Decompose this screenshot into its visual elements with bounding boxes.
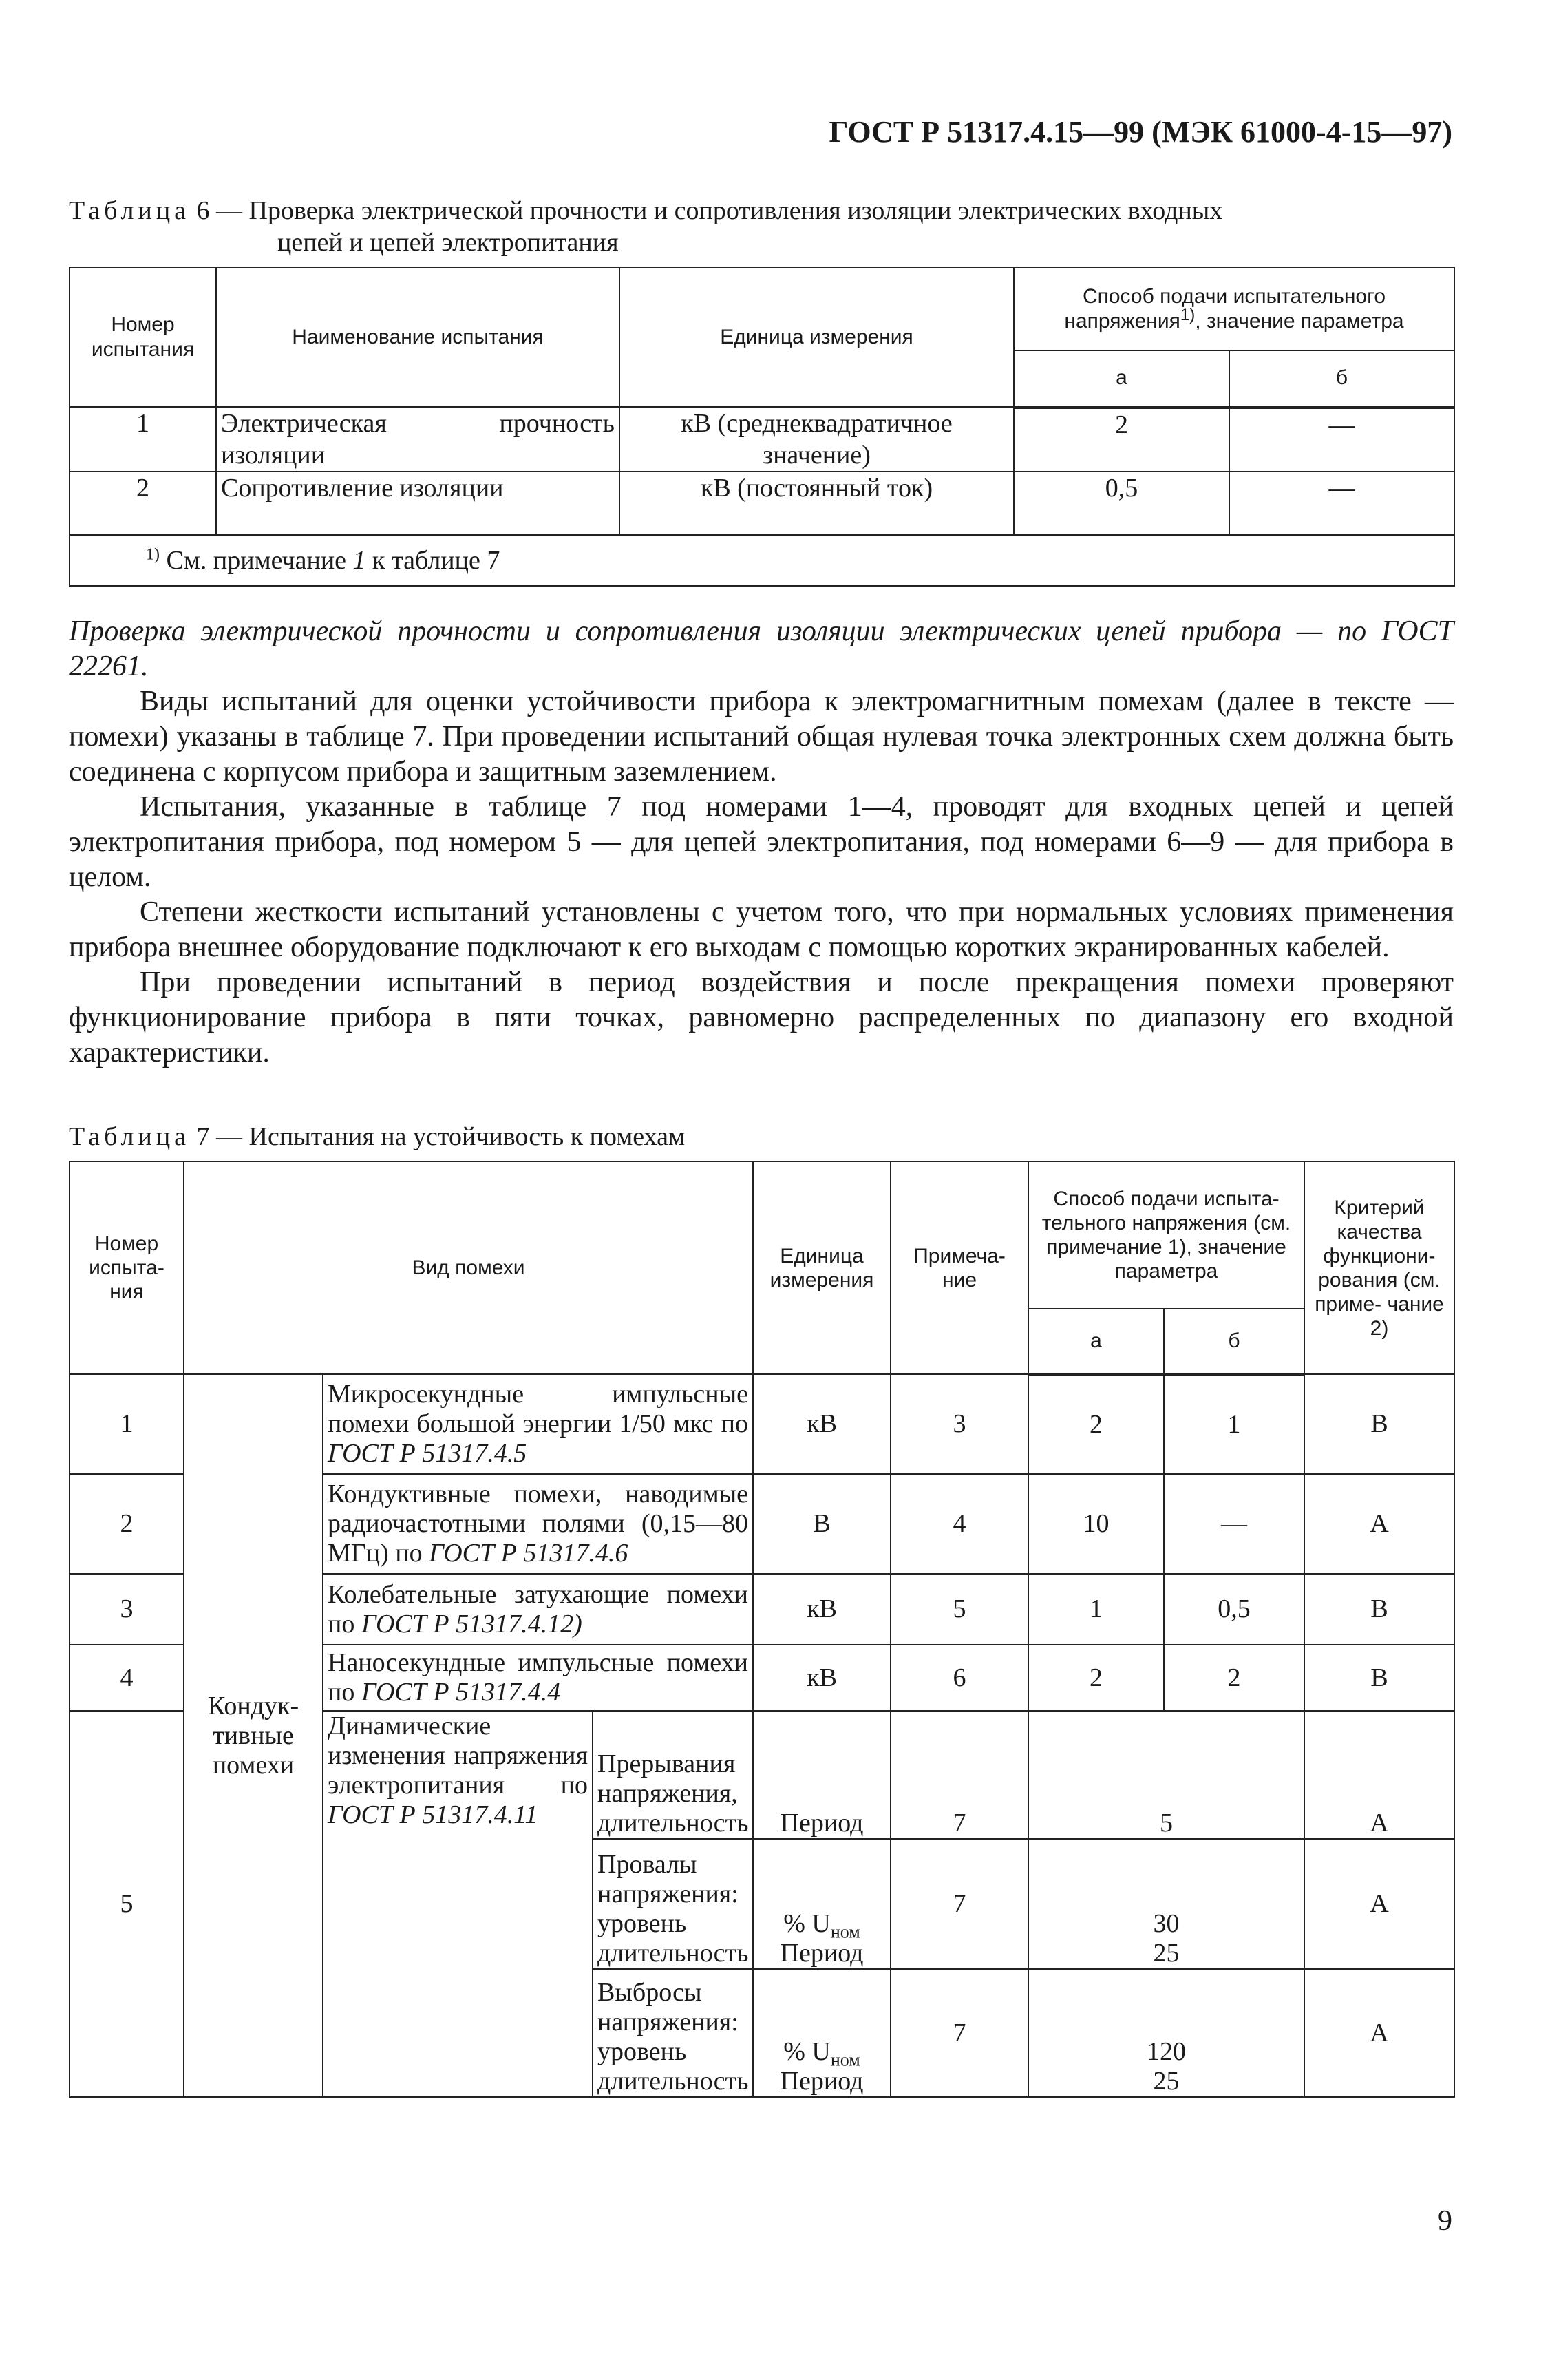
table6-footnote-text: См. примечание: [160, 546, 353, 575]
table7-cell-a: 2: [1028, 1374, 1164, 1474]
table6-header-num: Номер испытания: [70, 268, 216, 407]
table7-cell-b: 2: [1164, 1645, 1304, 1711]
table7-cell-unit: кВ: [753, 1574, 891, 1645]
table6-cell-unit: кВ (среднеквадратичное значение): [619, 407, 1014, 472]
table6-header-method-text-end: , значение параметра: [1195, 310, 1404, 333]
table6-caption-line2: цепей и цепей электропитания: [277, 228, 619, 257]
table6-header-method-text: Способ подачи испытательного напряжения: [1064, 285, 1386, 333]
table7-cell-a: 2: [1028, 1645, 1164, 1711]
table7-cell-value: [1028, 1969, 1304, 2097]
table7-cell-note: 4: [891, 1474, 1028, 1574]
table7-cell-a: 10: [1028, 1474, 1164, 1574]
table7-cell-note: 7: [891, 1839, 1028, 1969]
table7-cell-desc: [323, 1374, 753, 1474]
table7-desc-text: Микросекундные импульсные помехи большой энергии 1/50 мкс по: [328, 1380, 749, 1438]
table7-caption: [69, 1121, 685, 1152]
table7-cell-num: 4: [70, 1645, 184, 1711]
table7: [69, 1161, 1455, 2098]
table6-cell-unit: кВ (постоянный ток): [619, 472, 1014, 535]
table7-cell-desc: [323, 1645, 753, 1711]
table6-cell-name: Сопротивление изоляции: [216, 472, 619, 535]
table7-desc-ref: ГОСТ Р 51317.4.6: [429, 1539, 628, 1568]
table7-cell-unit: [753, 1969, 891, 2097]
table7-cell-note: 7: [891, 1711, 1028, 1839]
table7-cell-note: 5: [891, 1574, 1028, 1645]
table7-sub-label: Провалы напряжения: уровень длительность: [593, 1839, 753, 1969]
table7-cell-crit: А: [1304, 1969, 1454, 2097]
table6-cell-b: —: [1229, 407, 1454, 472]
table7-sub-label: Выбросы напряжения: уровень длительность: [593, 1969, 753, 2097]
table6-header-method-sup: 1): [1180, 306, 1196, 324]
table7-desc-ref: ГОСТ Р 51317.4.12): [361, 1609, 582, 1639]
table7-header-criterion: Критерий качества функциони- рования (см. приме- чание 2): [1304, 1161, 1454, 1374]
table6-cell-a: 0,5: [1014, 472, 1229, 535]
table7-desc-text: Колебательные затухающие помехи по: [328, 1579, 749, 1639]
table6-footnote-text-end: к таблице 7: [365, 546, 500, 575]
table7-header-note: Примеча- ние: [891, 1161, 1028, 1374]
table7-cell-crit: А: [1304, 1839, 1454, 1969]
table6-header-b: б: [1229, 350, 1454, 407]
paragraph-2: Виды испытаний для оценки устойчивости прибора к электромагнитным помехам (далее в тексте — помехи) указаны в таблице 7. При проведении испытаний общая нулевая точка электронных схем должна быть соединена с корпусом прибора и защитным заземлением.: [69, 686, 1454, 788]
paragraph-5: При проведении испытаний в период воздействия и после прекращения помехи проверяют функционирование прибора в пяти точках, равномерно распределенных по диапазону его входной характеристики.: [69, 967, 1454, 1068]
table6: [69, 267, 1455, 587]
table7-group-label: Кондук- тивные помехи: [184, 1374, 323, 2097]
table6-cell-num: 2: [70, 472, 216, 535]
table7-cell-crit: В: [1304, 1374, 1454, 1474]
table6-cell-b: —: [1229, 472, 1454, 535]
table7-unit-text: % U: [783, 2037, 831, 2066]
table7-cell-desc: [323, 1711, 593, 2097]
paragraph-1: Проверка электрической прочности и сопротивления изоляции электрических цепей прибора — по ГОСТ 22261.: [69, 615, 1454, 682]
table7-unit-subscript: ном: [830, 1921, 860, 1942]
table7-cell-num: 5: [70, 1711, 184, 2097]
table6-footnote: [70, 535, 1454, 586]
table-row: [70, 472, 1454, 535]
table7-cell-crit: В: [1304, 1645, 1454, 1711]
table7-cell-num: 3: [70, 1574, 184, 1645]
table7-cell-num: 1: [70, 1374, 184, 1474]
table7-header-b: б: [1164, 1309, 1304, 1374]
table7-value-2: 25: [1153, 2067, 1180, 2096]
table7-cell-unit: Период: [753, 1711, 891, 1839]
table6-cell-name: Электрическая прочность изоляции: [216, 407, 619, 472]
table7-desc-ref: ГОСТ Р 51317.4.4: [361, 1678, 561, 1707]
table7-cell-note: 3: [891, 1374, 1028, 1474]
table7-header-a: а: [1028, 1309, 1164, 1374]
table7-cell-a: 1: [1028, 1574, 1164, 1645]
table6-header-a: а: [1014, 350, 1229, 407]
table6-header-method: [1014, 268, 1454, 350]
table7-value-1: 120: [1147, 2037, 1187, 2066]
table7-cell-unit: кВ: [753, 1645, 891, 1711]
table7-cell-b: —: [1164, 1474, 1304, 1574]
table7-caption-text: 7 — Испытания на устойчивость к помехам: [190, 1122, 686, 1151]
paragraph-4: Степени жесткости испытаний установлены с учетом того, что при нормальных условиях применения прибора внешнее оборудование подключают к его выходам с помощью коротких экранированных кабелей.: [69, 896, 1454, 963]
table6-caption: [69, 195, 1222, 258]
table7-desc-text: Наносекундные импульсные помехи по: [328, 1648, 749, 1707]
table6-caption-line1: 6 — Проверка электрической прочности и сопротивления изоляции электрических входных: [190, 196, 1223, 225]
table7-cell-desc: [323, 1474, 753, 1574]
table7-cell-crit: А: [1304, 1711, 1454, 1839]
table7-value-2: 25: [1153, 1939, 1180, 1968]
table7-cell-note: 6: [891, 1645, 1028, 1711]
table7-cell-value: [1028, 1839, 1304, 1969]
table6-header-name: Наименование испытания: [216, 268, 619, 407]
table6-footnote-ref: 1: [352, 546, 366, 575]
table7-desc-text: Динамические изменения напряжения электропитания по: [328, 1712, 588, 1800]
table6-cell-a: 2: [1014, 407, 1229, 472]
table7-caption-prefix: Таблица: [69, 1122, 191, 1151]
table7-cell-b: 0,5: [1164, 1574, 1304, 1645]
table7-cell-b: 1: [1164, 1374, 1304, 1474]
table7-cell-crit: В: [1304, 1574, 1454, 1645]
table7-sub-label: Прерывания напряжения, длительность: [593, 1711, 753, 1839]
table7-cell-unit: кВ: [753, 1374, 891, 1474]
page-number: 9: [1438, 2205, 1452, 2237]
table7-unit-subscript: ном: [830, 2050, 860, 2070]
document-header: ГОСТ Р 51317.4.15—99 (МЭК 61000-4-15—97): [829, 115, 1452, 149]
table7-unit-text: % U: [783, 1909, 831, 1938]
table-row: [70, 1374, 1454, 1474]
table7-cell-unit: В: [753, 1474, 891, 1574]
table7-header-kind: Вид помехи: [184, 1161, 753, 1374]
table7-desc-text: Кондуктивные помехи, наводимые радиочастотными полями (0,15—80 МГц) по: [328, 1479, 749, 1568]
table7-cell-num: 2: [70, 1474, 184, 1574]
table-row: [70, 407, 1454, 472]
table7-value-1: 30: [1153, 1909, 1180, 1938]
table7-header-method: Способ подачи испыта- тельного напряжения (см. примечание 1), значение параметра: [1028, 1161, 1304, 1309]
table7-header-num: Номер испыта- ния: [70, 1161, 184, 1374]
table7-cell-desc: [323, 1574, 753, 1645]
table7-cell-note: 7: [891, 1969, 1028, 2097]
table7-unit-text-2: Период: [780, 2067, 864, 2096]
table6-cell-num: 1: [70, 407, 216, 472]
body-text: [69, 614, 1454, 1071]
paragraph-3: Испытания, указанные в таблице 7 под номерами 1—4, проводят для входных цепей и цепей электропитания прибора, под номером 5 — для цепей электропитания, под номерами 6—9 — для прибора в целом.: [69, 791, 1454, 893]
table7-header-unit: Единица измерения: [753, 1161, 891, 1374]
table6-header-unit: Единица измерения: [619, 268, 1014, 407]
table7-cell-unit: [753, 1839, 891, 1969]
table6-footnote-sup: 1): [146, 545, 160, 564]
table7-cell-value: 5: [1028, 1711, 1304, 1839]
table7-desc-ref: ГОСТ Р 51317.4.11: [328, 1800, 538, 1829]
table7-desc-ref: ГОСТ Р 51317.4.5: [328, 1439, 527, 1468]
table7-unit-text-2: Период: [780, 1939, 864, 1968]
table7-cell-crit: А: [1304, 1474, 1454, 1574]
table6-caption-prefix: Таблица: [69, 196, 191, 225]
